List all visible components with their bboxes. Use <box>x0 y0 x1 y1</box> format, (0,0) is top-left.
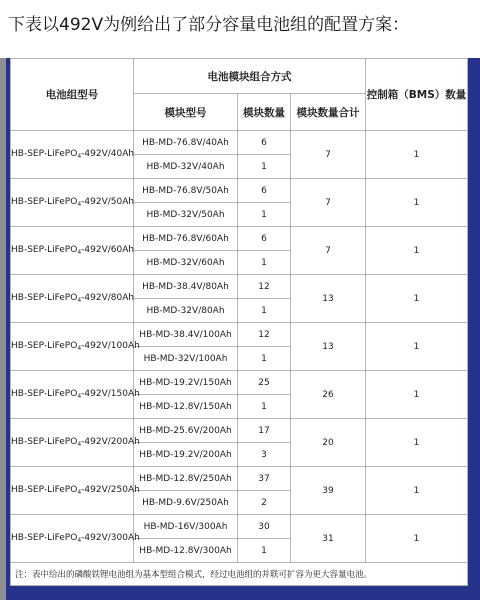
module-total-cell: 13 <box>291 323 366 371</box>
header-module-group: 电池模块组合方式 <box>134 59 366 94</box>
module-qty-cell: 3 <box>238 443 291 467</box>
pack-model-subscript: 4 <box>77 489 82 496</box>
table-row <box>11 275 468 299</box>
module-model-cell: HB-MD-12.8V/250Ah <box>134 467 238 491</box>
pack-model-cell <box>11 323 140 371</box>
module-model-cell: HB-MD-38.4V/80Ah <box>134 275 238 299</box>
module-model-cell: HB-MD-19.2V/150Ah <box>134 371 238 395</box>
module-qty-cell: 17 <box>238 419 291 443</box>
pack-model-cell <box>11 419 140 467</box>
pack-model-prefix: HB-SEP-LiFePO <box>11 485 78 495</box>
module-model-cell: HB-MD-32V/80Ah <box>134 299 238 323</box>
bms-qty-cell: 1 <box>366 515 468 563</box>
pack-model-prefix: HB-SEP-LiFePO <box>11 293 78 303</box>
module-model-cell: HB-MD-19.2V/200Ah <box>134 443 238 467</box>
bms-qty-cell: 1 <box>366 419 468 467</box>
pack-model-suffix: -492V/50Ah <box>81 197 135 207</box>
module-model-cell: HB-MD-16V/300Ah <box>134 515 238 539</box>
module-model-cell: HB-MD-9.6V/250Ah <box>134 491 238 515</box>
pack-model-cell <box>11 515 140 563</box>
pack-model-subscript: 4 <box>77 345 82 352</box>
module-total-cell: 7 <box>291 131 366 179</box>
pack-model-suffix: -492V/200Ah <box>81 437 140 447</box>
module-total-cell: 26 <box>291 371 366 419</box>
pack-model-prefix: HB-SEP-LiFePO <box>11 389 78 399</box>
pack-model-subscript: 4 <box>77 441 82 448</box>
module-qty-cell: 1 <box>238 299 291 323</box>
module-qty-cell: 1 <box>238 539 291 563</box>
bms-qty-cell: 1 <box>366 179 468 227</box>
module-model-cell: HB-MD-12.8V/150Ah <box>134 395 238 419</box>
intro-text: 下表以492V为例给出了部分容量电池组的配置方案： <box>8 15 410 35</box>
pack-model-prefix: HB-SEP-LiFePO <box>11 533 78 543</box>
header-module-total: 模块数量合计 <box>291 94 366 131</box>
pack-model-cell <box>11 179 134 227</box>
table-row <box>11 179 468 203</box>
module-model-cell: HB-MD-76.8V/60Ah <box>134 227 238 251</box>
header-pack-model: 电池组型号 <box>11 59 134 131</box>
module-model-cell: HB-MD-32V/60Ah <box>134 251 238 275</box>
pack-model-subscript: 4 <box>77 153 82 160</box>
pack-model-subscript: 4 <box>77 393 82 400</box>
header-module-qty: 模块数量 <box>238 94 291 131</box>
pack-model-subscript: 4 <box>77 537 82 544</box>
module-model-cell: HB-MD-32V/100Ah <box>134 347 238 371</box>
bms-qty-cell: 1 <box>366 227 468 275</box>
module-qty-cell: 1 <box>238 395 291 419</box>
table-row <box>11 371 468 395</box>
table-row <box>11 419 468 443</box>
module-qty-cell: 30 <box>238 515 291 539</box>
pack-model-cell <box>11 227 134 275</box>
pack-model-suffix: -492V/250Ah <box>81 485 140 495</box>
pack-model-suffix: -492V/150Ah <box>81 389 140 399</box>
pack-model-suffix: -492V/80Ah <box>81 293 135 303</box>
table-row <box>11 323 468 347</box>
module-total-cell: 20 <box>291 419 366 467</box>
pack-model-prefix: HB-SEP-LiFePO <box>11 245 78 255</box>
pack-model-suffix: -492V/100Ah <box>81 341 140 351</box>
module-qty-cell: 1 <box>238 203 291 227</box>
module-qty-cell: 6 <box>238 179 291 203</box>
header-bms-qty: 控制箱（BMS）数量 <box>366 59 468 131</box>
module-total-cell: 7 <box>291 179 366 227</box>
module-total-cell: 31 <box>291 515 366 563</box>
pack-model-cell <box>11 371 140 419</box>
module-qty-cell: 6 <box>238 131 291 155</box>
pack-model-subscript: 4 <box>77 297 82 304</box>
pack-model-suffix: -492V/40Ah <box>81 149 135 159</box>
table-row <box>11 227 468 251</box>
pack-model-suffix: -492V/60Ah <box>81 245 135 255</box>
module-model-cell: HB-MD-32V/40Ah <box>134 155 238 179</box>
module-total-cell: 7 <box>291 227 366 275</box>
pack-model-prefix: HB-SEP-LiFePO <box>11 341 78 351</box>
module-qty-cell: 1 <box>238 347 291 371</box>
pack-model-prefix: HB-SEP-LiFePO <box>11 437 78 447</box>
bms-qty-cell: 1 <box>366 467 468 515</box>
table-row <box>11 131 468 155</box>
bms-qty-cell: 1 <box>366 371 468 419</box>
pack-model-cell <box>11 131 134 179</box>
module-total-cell: 13 <box>291 275 366 323</box>
module-qty-cell: 12 <box>238 275 291 299</box>
footnote: 注：表中给出的磷酸铁锂电池组为基本型组合模式，经过电池组的并联可扩容为更大容量电池。 <box>11 563 468 586</box>
module-model-cell: HB-MD-32V/50Ah <box>134 203 238 227</box>
module-qty-cell: 25 <box>238 371 291 395</box>
module-qty-cell: 2 <box>238 491 291 515</box>
module-qty-cell: 1 <box>238 155 291 179</box>
pack-model-subscript: 4 <box>77 201 82 208</box>
pack-model-cell <box>11 275 134 323</box>
module-qty-cell: 1 <box>238 251 291 275</box>
table-row <box>11 515 468 539</box>
bms-qty-cell: 1 <box>366 275 468 323</box>
module-qty-cell: 12 <box>238 323 291 347</box>
module-model-cell: HB-MD-12.8V/300Ah <box>134 539 238 563</box>
header-module-model: 模块型号 <box>134 94 238 131</box>
pack-model-subscript: 4 <box>77 249 82 256</box>
module-qty-cell: 6 <box>238 227 291 251</box>
pack-model-suffix: -492V/300Ah <box>81 533 140 543</box>
config-table <box>10 58 468 586</box>
pack-model-cell <box>11 467 140 515</box>
module-model-cell: HB-MD-38.4V/100Ah <box>134 323 238 347</box>
pack-model-prefix: HB-SEP-LiFePO <box>11 197 78 207</box>
bms-qty-cell: 1 <box>366 323 468 371</box>
module-total-cell: 39 <box>291 467 366 515</box>
module-qty-cell: 37 <box>238 467 291 491</box>
module-model-cell: HB-MD-25.6V/200Ah <box>134 419 238 443</box>
pack-model-prefix: HB-SEP-LiFePO <box>11 149 78 159</box>
bms-qty-cell: 1 <box>366 131 468 179</box>
module-model-cell: HB-MD-76.8V/50Ah <box>134 179 238 203</box>
module-model-cell: HB-MD-76.8V/40Ah <box>134 131 238 155</box>
table-row <box>11 467 468 491</box>
